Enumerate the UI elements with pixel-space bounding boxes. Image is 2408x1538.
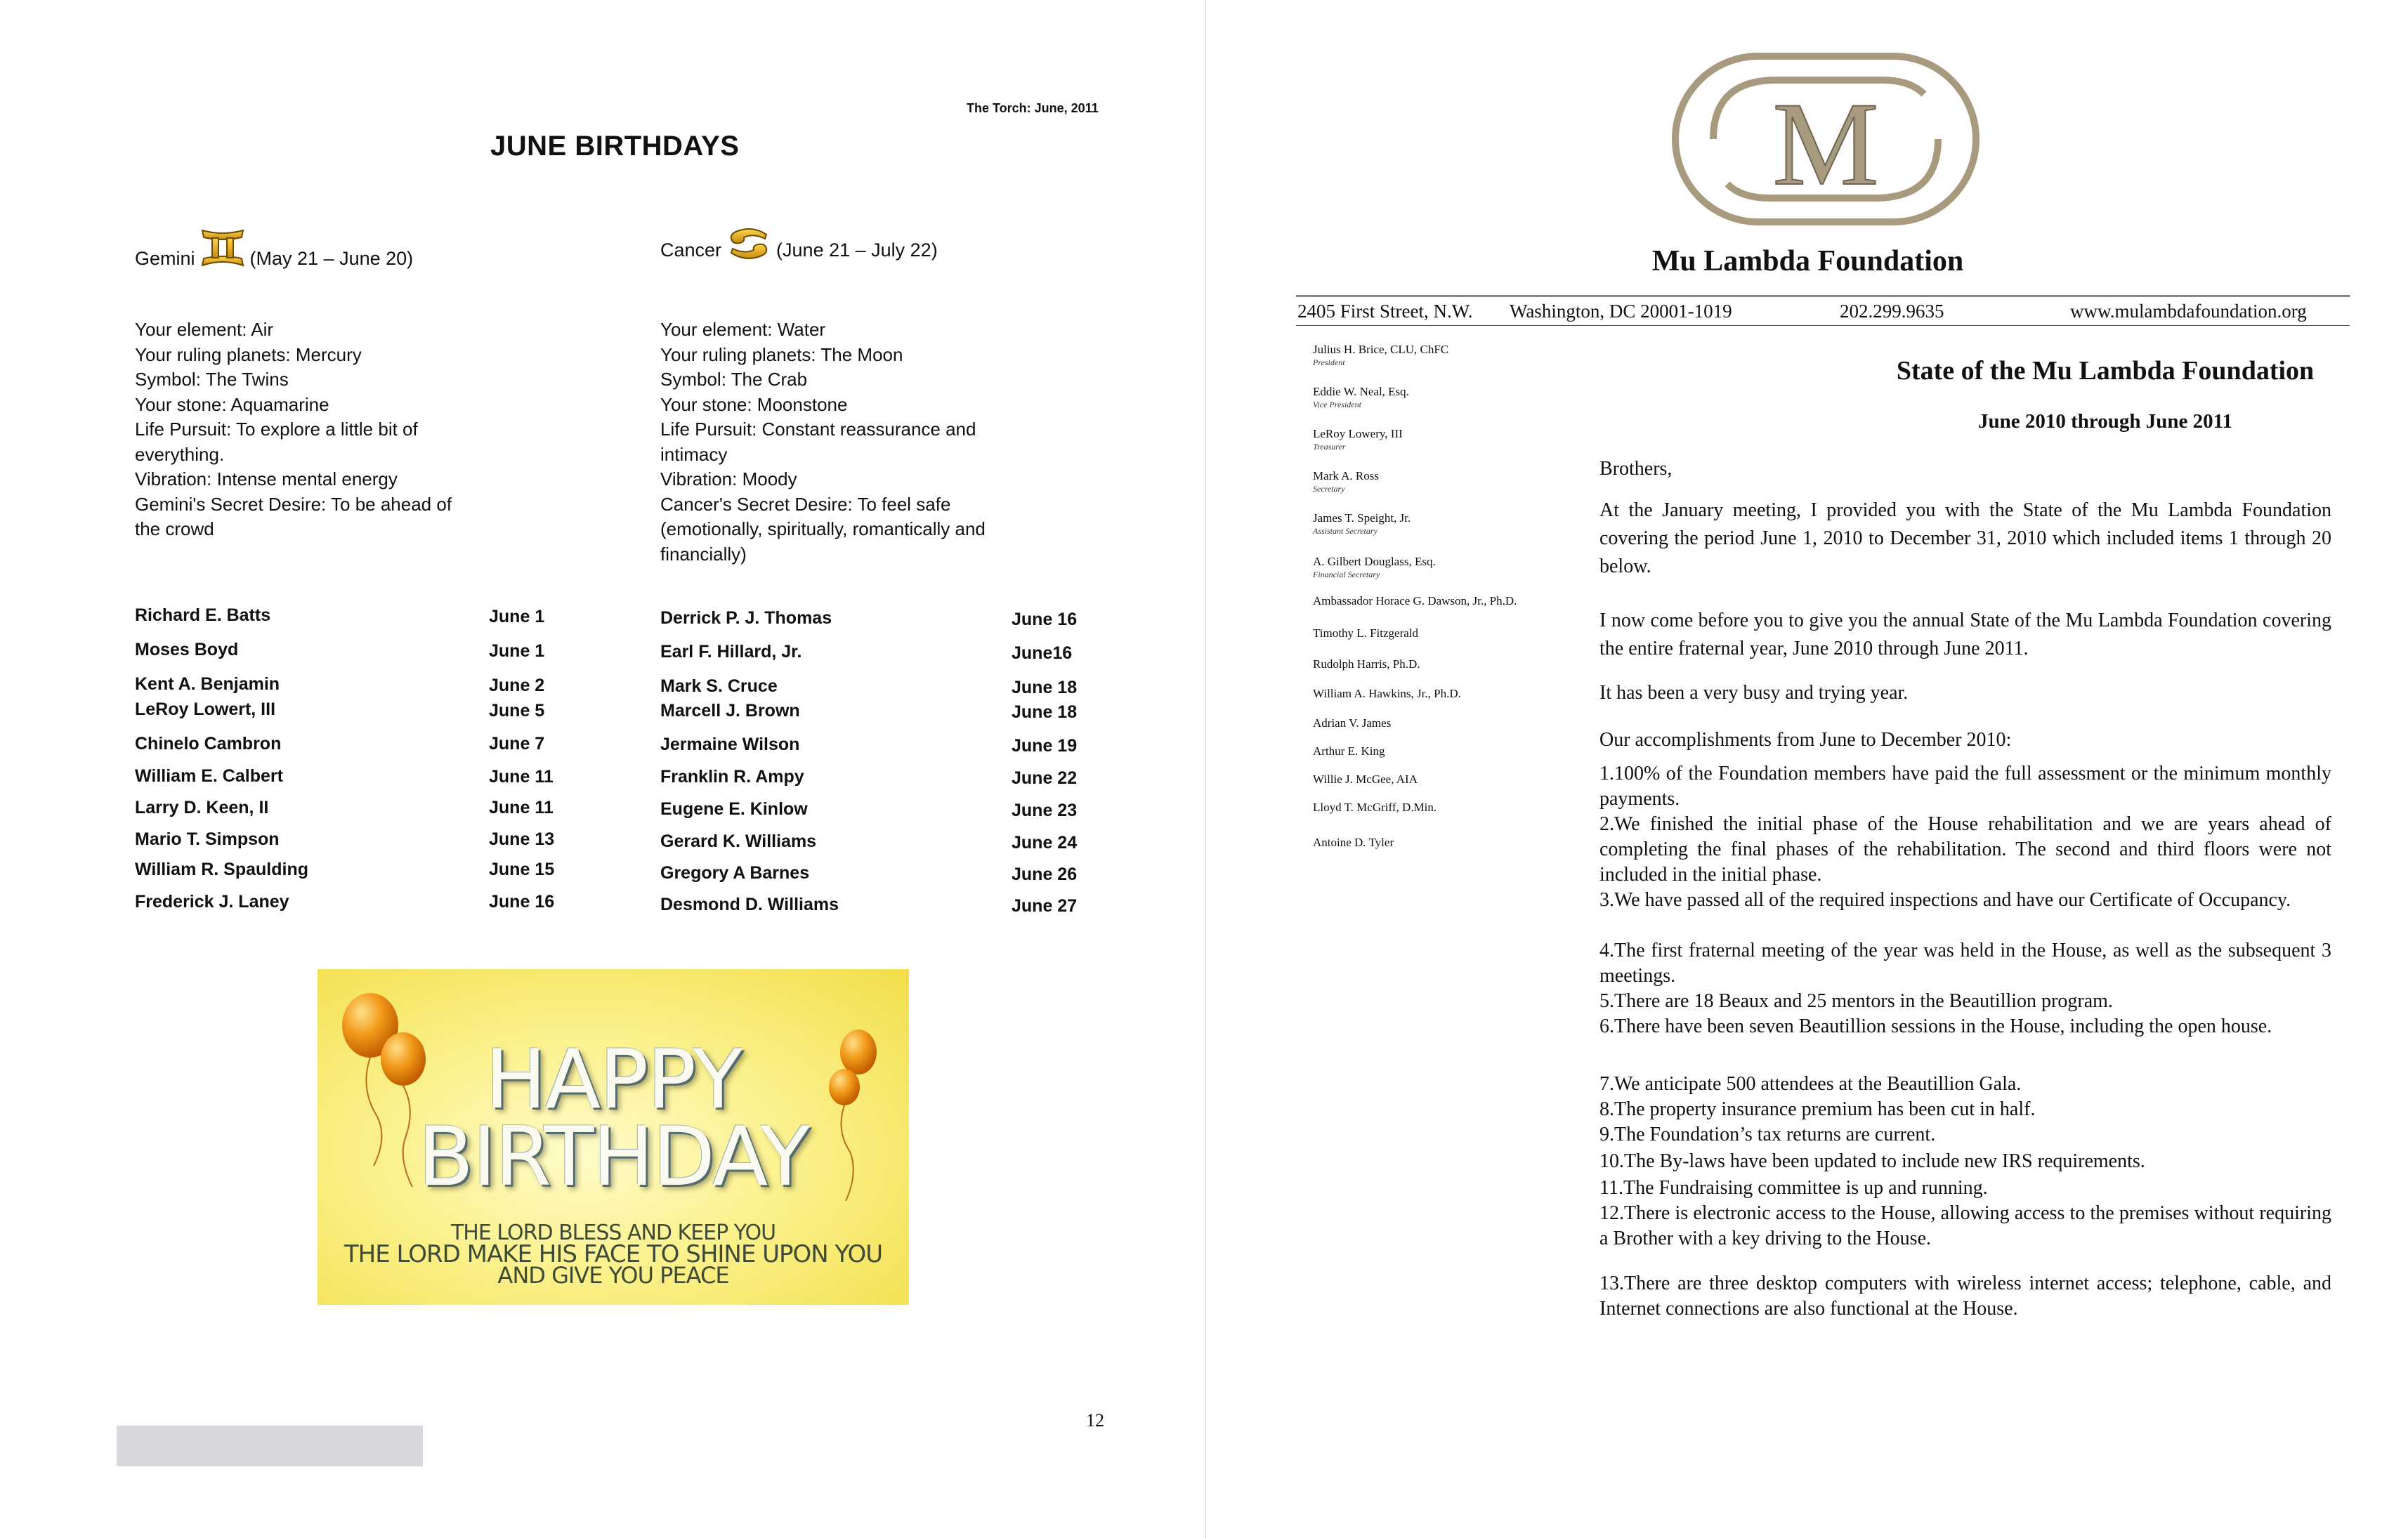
page-number: 12: [1086, 1410, 1104, 1431]
birthday-date: June 11: [489, 798, 554, 817]
accomplishment-item: 3.We have passed all of the required inspections and have our Certificate of Occupancy.: [1599, 889, 2291, 911]
officer-entry: Mark A. Ross Secretary: [1313, 469, 1379, 494]
organization-name: Mu Lambda Foundation: [1651, 245, 1964, 277]
officer-entry: James T. Speight, Jr. Assistant Secretary: [1313, 511, 1411, 536]
birthday-date: June 15: [489, 860, 555, 879]
address-city: Washington, DC 20001-1019: [1510, 301, 1732, 322]
officer-entry: Antoine D. Tyler: [1313, 836, 1394, 849]
birthday-name: Gerard K. Williams: [660, 832, 817, 851]
trait-line: Symbol: The Crab: [660, 369, 808, 390]
birthday-date: June16: [1012, 643, 1073, 663]
birthday-name: Gregory A Barnes: [660, 863, 810, 883]
document-title: State of the Mu Lambda Foundation: [1896, 356, 2315, 386]
birthday-name: Jermaine Wilson: [660, 735, 800, 754]
gemini-dates: (May 21 – June 20): [249, 248, 414, 269]
birthday-name: William E. Calbert: [135, 766, 283, 786]
officer-entry: William A. Hawkins, Jr., Ph.D.: [1313, 687, 1461, 700]
trait-line: Life Pursuit: Constant reassurance and intimacy: [660, 419, 976, 465]
birthday-name: Mark S. Cruce: [660, 676, 778, 696]
trait-line: Cancer's Secret Desire: To feel safe (emotionally, spiritually, romantically and financially): [660, 493, 986, 565]
officer-entry: Timothy L. Fitzgerald: [1313, 626, 1419, 640]
cancer-label: Cancer: [660, 239, 722, 261]
gemini-label: Gemini: [135, 248, 195, 269]
trait-line: Your element: Water: [660, 319, 826, 340]
page-title: JUNE BIRTHDAYS: [490, 131, 740, 162]
birthday-date: June 5: [489, 701, 545, 721]
accomplishment-item: 12.There is electronic access to the House, allowing access to the premises without requiring a Brother with a key driving to the House.: [1599, 1202, 2331, 1249]
officer-entry: Adrian V. James: [1313, 716, 1392, 730]
birthday-date: June 24: [1012, 833, 1078, 853]
mu-lambda-logo-icon: [1671, 52, 1980, 226]
birthday-date: June 11: [489, 767, 554, 787]
birthday-date: June 13: [489, 829, 555, 849]
birthday-date: June 19: [1012, 736, 1078, 756]
trait-line: Your stone: Moonstone: [660, 393, 848, 415]
logo-letter: M: [1772, 78, 1879, 210]
accomplishment-item: 1.100% of the Foundation members have paid the full assessment or the minimum monthly payments.: [1599, 763, 2331, 810]
officer-entry: Ambassador Horace G. Dawson, Jr., Ph.D.: [1313, 594, 1517, 607]
trait-line: Gemini's Secret Desire: To be ahead of the crowd: [135, 493, 452, 539]
trait-line: Your stone: Aquamarine: [135, 393, 329, 415]
birthday-date: June 18: [1012, 702, 1078, 722]
right-page: [1205, 0, 2408, 1538]
birthday-name: William R. Spaulding: [135, 860, 309, 879]
trait-line: Life Pursuit: To explore a little bit of everything.: [135, 419, 418, 465]
accomplishment-item: 6.There have been seven Beautillion sessions in the House, including the open house.: [1599, 1016, 2272, 1037]
accomplishment-item: 9.The Foundation’s tax returns are current.: [1599, 1124, 1936, 1145]
trait-line: Symbol: The Twins: [135, 369, 289, 390]
officer-entry: LeRoy Lowery, III Treasurer: [1313, 427, 1403, 452]
gemini-icon: [199, 226, 246, 270]
officer-entry: Arthur E. King: [1313, 744, 1385, 758]
happy-birthday-card: [318, 969, 909, 1305]
address-phone: 202.299.9635: [1840, 301, 1944, 322]
body-paragraph: Our accomplishments from June to December 2010:: [1599, 729, 2012, 751]
trait-line: Your element: Air: [135, 319, 274, 340]
trait-line: Vibration: Intense mental energy: [135, 468, 398, 489]
birthday-date: June 16: [1012, 610, 1078, 629]
trait-line: Your ruling planets: The Moon: [660, 343, 903, 365]
birthday-date: June 18: [1012, 678, 1078, 697]
accomplishment-item: 13.There are three desktop computers with wireless internet access; telephone, cable, and Internet connections are also functional at the House.: [1599, 1273, 2331, 1320]
birthday-date: June 27: [1012, 896, 1078, 916]
birthday-date: June 7: [489, 734, 545, 754]
body-paragraph: It has been a very busy and trying year.: [1599, 682, 1909, 704]
accomplishment-item: 2.We finished the initial phase of the House rehabilitation and we are years ahead of completing the final phases of the rehabilitation. The second and third floors were not included in the initial phase.: [1599, 813, 2331, 886]
birthday-name: Marcell J. Brown: [660, 701, 800, 721]
accomplishment-item: 7.We anticipate 500 attendees at the Beautillion Gala.: [1599, 1073, 2022, 1095]
birthday-name: Kent A. Benjamin: [135, 674, 280, 694]
birthday-date: June 1: [489, 607, 545, 626]
birthday-name: Derrick P. J. Thomas: [660, 608, 832, 628]
card-blessing-line: AND GIVE YOU PEACE: [497, 1262, 729, 1289]
accomplishment-item: 4.The first fraternal meeting of the year was held in the House, as well as the subsequent 3 meetings.: [1599, 940, 2331, 987]
birthday-name: Frederick J. Laney: [135, 892, 289, 912]
officer-entry: Eddie W. Neal, Esq. Vice President: [1313, 385, 1409, 409]
birthday-date: June 2: [489, 676, 545, 695]
trait-line: Vibration: Moody: [660, 468, 797, 489]
cancer-traits: [660, 317, 1012, 567]
body-paragraph: I now come before you to give you the annual State of the Mu Lambda Foundation covering the entire fraternal year, June 2010 through June 2011.: [1599, 610, 2331, 659]
birthday-name: Larry D. Keen, II: [135, 798, 269, 817]
birthday-date: June 22: [1012, 768, 1078, 788]
card-happy-text: HAPPY: [485, 1032, 742, 1127]
birthday-name: Moses Boyd: [135, 640, 239, 659]
birthday-date: June 26: [1012, 865, 1078, 884]
cancer-icon: [726, 226, 772, 261]
birthday-name: Eugene E. Kinlow: [660, 799, 808, 819]
accomplishment-item: 5.There are 18 Beaux and 25 mentors in the Beautillion program.: [1599, 990, 2113, 1012]
redacted-bar: [117, 1426, 423, 1466]
birthday-name: Franklin R. Ampy: [660, 767, 804, 787]
officer-entry: Lloyd T. McGriff, D.Min.: [1313, 801, 1437, 814]
body-paragraph: At the January meeting, I provided you with the State of the Mu Lambda Foundation covering the period June 1, 2010 to December 31, 2010 which included items 1 through 20 below.: [1599, 499, 2331, 577]
birthday-name: Richard E. Batts: [135, 605, 271, 625]
trait-line: Your ruling planets: Mercury: [135, 343, 362, 365]
officer-entry: A. Gilbert Douglass, Esq. Financial Secretary: [1313, 555, 1436, 579]
birthday-date: June 16: [489, 892, 555, 912]
cancer-heading: [660, 226, 938, 261]
card-blessing-line: THE LORD BLESS AND KEEP YOU: [450, 1221, 776, 1245]
card-blessing-line: THE LORD MAKE HIS FACE TO SHINE UPON YOU: [343, 1240, 883, 1268]
cancer-dates: (June 21 – July 22): [776, 239, 938, 261]
birthday-name: Chinelo Cambron: [135, 734, 282, 754]
gemini-traits: [135, 317, 486, 542]
gemini-heading: [135, 226, 413, 270]
address-website: www.mulambdafoundation.org: [2070, 301, 2307, 322]
accomplishment-item: 11.The Fundraising committee is up and running.: [1599, 1177, 1988, 1199]
birthday-name: Desmond D. Williams: [660, 895, 839, 914]
officer-entry: Julius H. Brice, CLU, ChFC President: [1313, 343, 1449, 367]
birthday-date: June 23: [1012, 801, 1078, 820]
salutation: Brothers,: [1599, 458, 1673, 480]
newsletter-header: The Torch: June, 2011: [967, 101, 1099, 115]
document-subtitle: June 2010 through June 2011: [1977, 410, 2233, 433]
address-street: 2405 First Street, N.W.: [1297, 301, 1473, 322]
accomplishment-item: 8.The property insurance premium has been cut in half.: [1599, 1098, 2036, 1120]
birthday-name: Mario T. Simpson: [135, 829, 280, 849]
accomplishment-item: 10.The By-laws have been updated to include new IRS requirements.: [1599, 1150, 2145, 1172]
birthday-date: June 1: [489, 641, 545, 661]
officer-entry: Willie J. McGee, AIA: [1313, 773, 1418, 786]
card-birthday-text: BIRTHDAY: [417, 1110, 809, 1204]
birthday-name: Earl F. Hillard, Jr.: [660, 642, 802, 662]
birthday-name: LeRoy Lowert, III: [135, 699, 276, 719]
officer-entry: Rudolph Harris, Ph.D.: [1313, 657, 1420, 671]
